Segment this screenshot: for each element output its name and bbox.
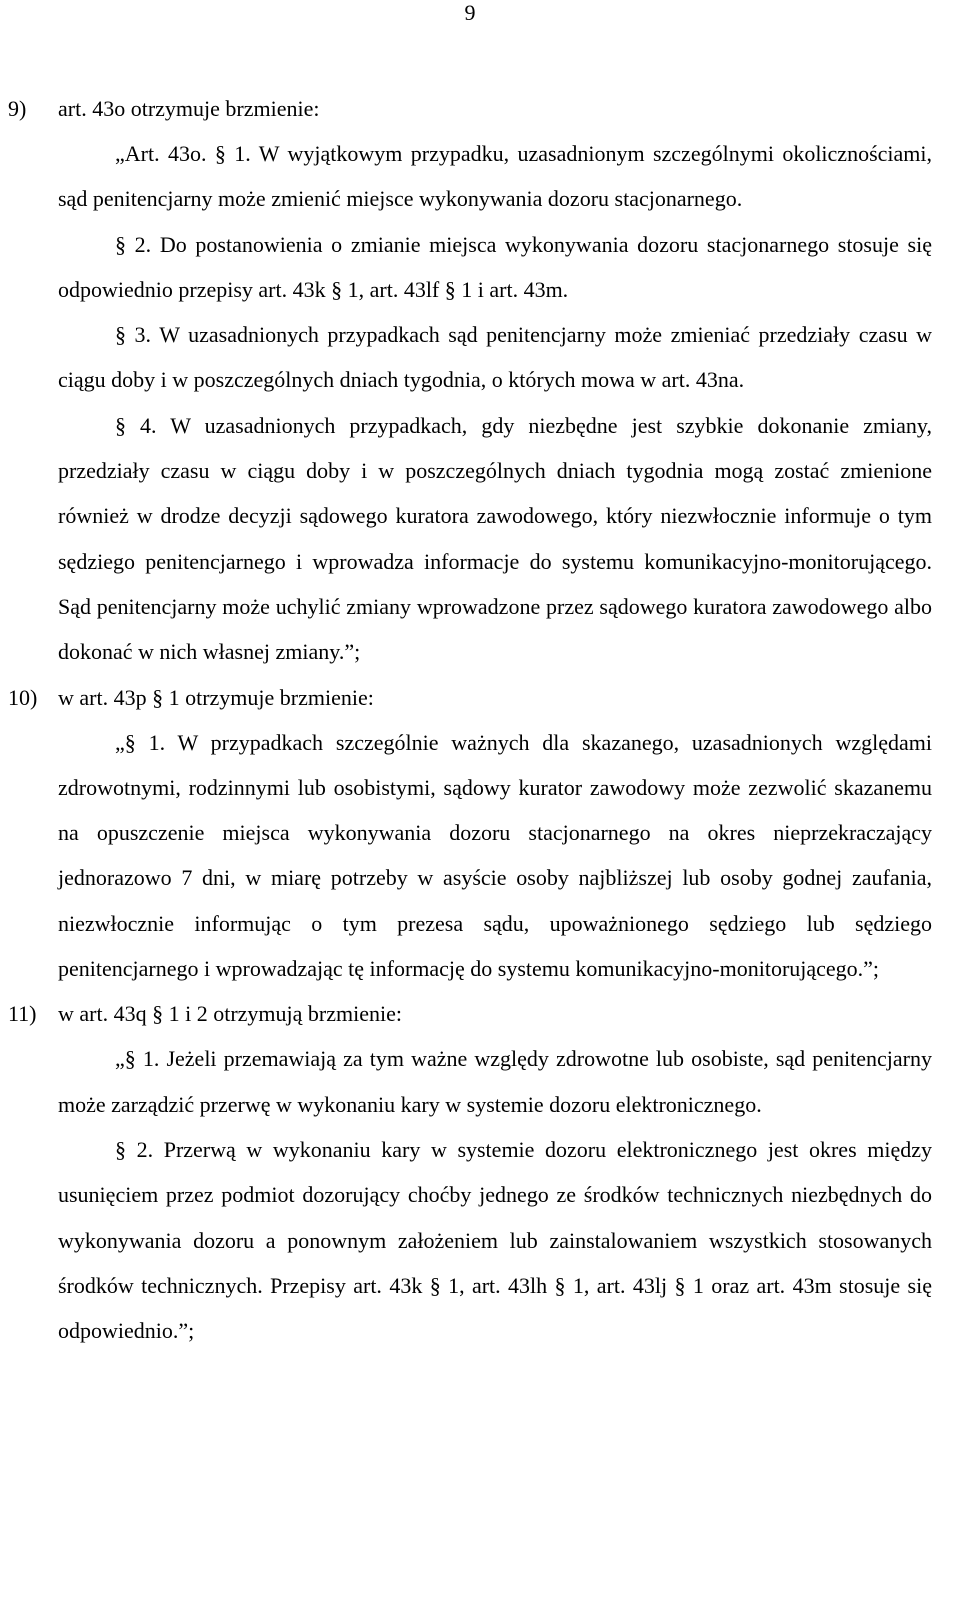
page-number: 9 (464, 0, 476, 25)
amendment-item-header (0, 991, 960, 1036)
paragraph: „Art. 43o. § 1. W wyjątkowym przypadku, uzasadnionym szczególnymi okolicznościami, sąd penitencjarny może zmienić miejsce wykonywania dozoru stacjonarnego. (58, 141, 932, 212)
item-number: 11) (8, 1001, 37, 1027)
paragraph: § 2. Do postanowienia o zmianie miejsca wykonywania dozoru stacjonarnego stosuje się odpowiednio przepisy art. 43k § 1, art. 43lf § 1 i art. 43m. (58, 231, 932, 302)
item-number: 9) (8, 96, 27, 121)
paragraph: „§ 1. W przypadkach szczególnie ważnych dla skazanego, uzasadnionych względami zdrowotnymi, rodzinnymi lub osobistymi, sądowy kurator zawodowy może zezwolić skazanemu na opuszczenie miejsca wykonywania dozoru stacjonarnego na okres nieprzekraczający jednorazowo 7 dni, w miarę potrzeby w asyście osoby najbliższej lub osoby godnej zaufania, niezwłocznie informując o tym prezesa sądu, upoważnionego sędziego lub sędziego penitencjarnego i wprowadzając tę informację do systemu komunikacyjno-monitorującego.”; (58, 729, 932, 982)
paragraph: „§ 1. Jeżeli przemawiają za tym ważne względy zdrowotne lub osobiste, sąd penitencjarny może zarządzić przerwę w wykonaniu kary w systemie dozoru elektronicznego. (58, 1046, 932, 1117)
document-body (0, 86, 960, 1353)
paragraph: § 2. Przerwą w wykonaniu kary w systemie dozoru elektronicznego jest okres między usunięciem przez podmiot dozorujący choćby jednego ze środków technicznych niezbędnych do wykonywania dozoru a ponownym założeniem lub zainstalowaniem wszystkich stosowanych środków technicznych. Przepisy art. 43k § 1, art. 43lh § 1, art. 43lj § 1 oraz art. 43m stosuje się odpowiednio.”; (58, 1136, 932, 1344)
item-intro: w art. 43q § 1 i 2 otrzymują brzmienie: (58, 1001, 402, 1027)
item-intro: art. 43o otrzymuje brzmienie: (58, 96, 320, 121)
item-number: 10) (8, 684, 38, 710)
amendment-item-header (0, 675, 960, 720)
item-intro: w art. 43p § 1 otrzymuje brzmienie: (58, 684, 374, 710)
paragraph: § 4. W uzasadnionych przypadkach, gdy niezbędne jest szybkie dokonanie zmiany, przedziały czasu w ciągu doby i w poszczególnych dniach tygodnia mogą zostać zmienione również w drodze decyzji sądowego kuratora zawodowego, który niezwłocznie informuje o tym sędziego penitencjarnego i wprowadza informacje do systemu komunikacyjno-monitorującego. Sąd penitencjarny może uchylić zmiany wprowadzone przez sądowego kuratora zawodowego albo dokonać w nich własnej zmiany.”; (58, 412, 932, 665)
paragraph: § 3. W uzasadnionych przypadkach sąd penitencjarny może zmieniać przedziały czasu w ciągu doby i w poszczególnych dniach tygodnia, o których mowa w art. 43na. (58, 322, 932, 393)
amendment-item-header (0, 86, 960, 131)
